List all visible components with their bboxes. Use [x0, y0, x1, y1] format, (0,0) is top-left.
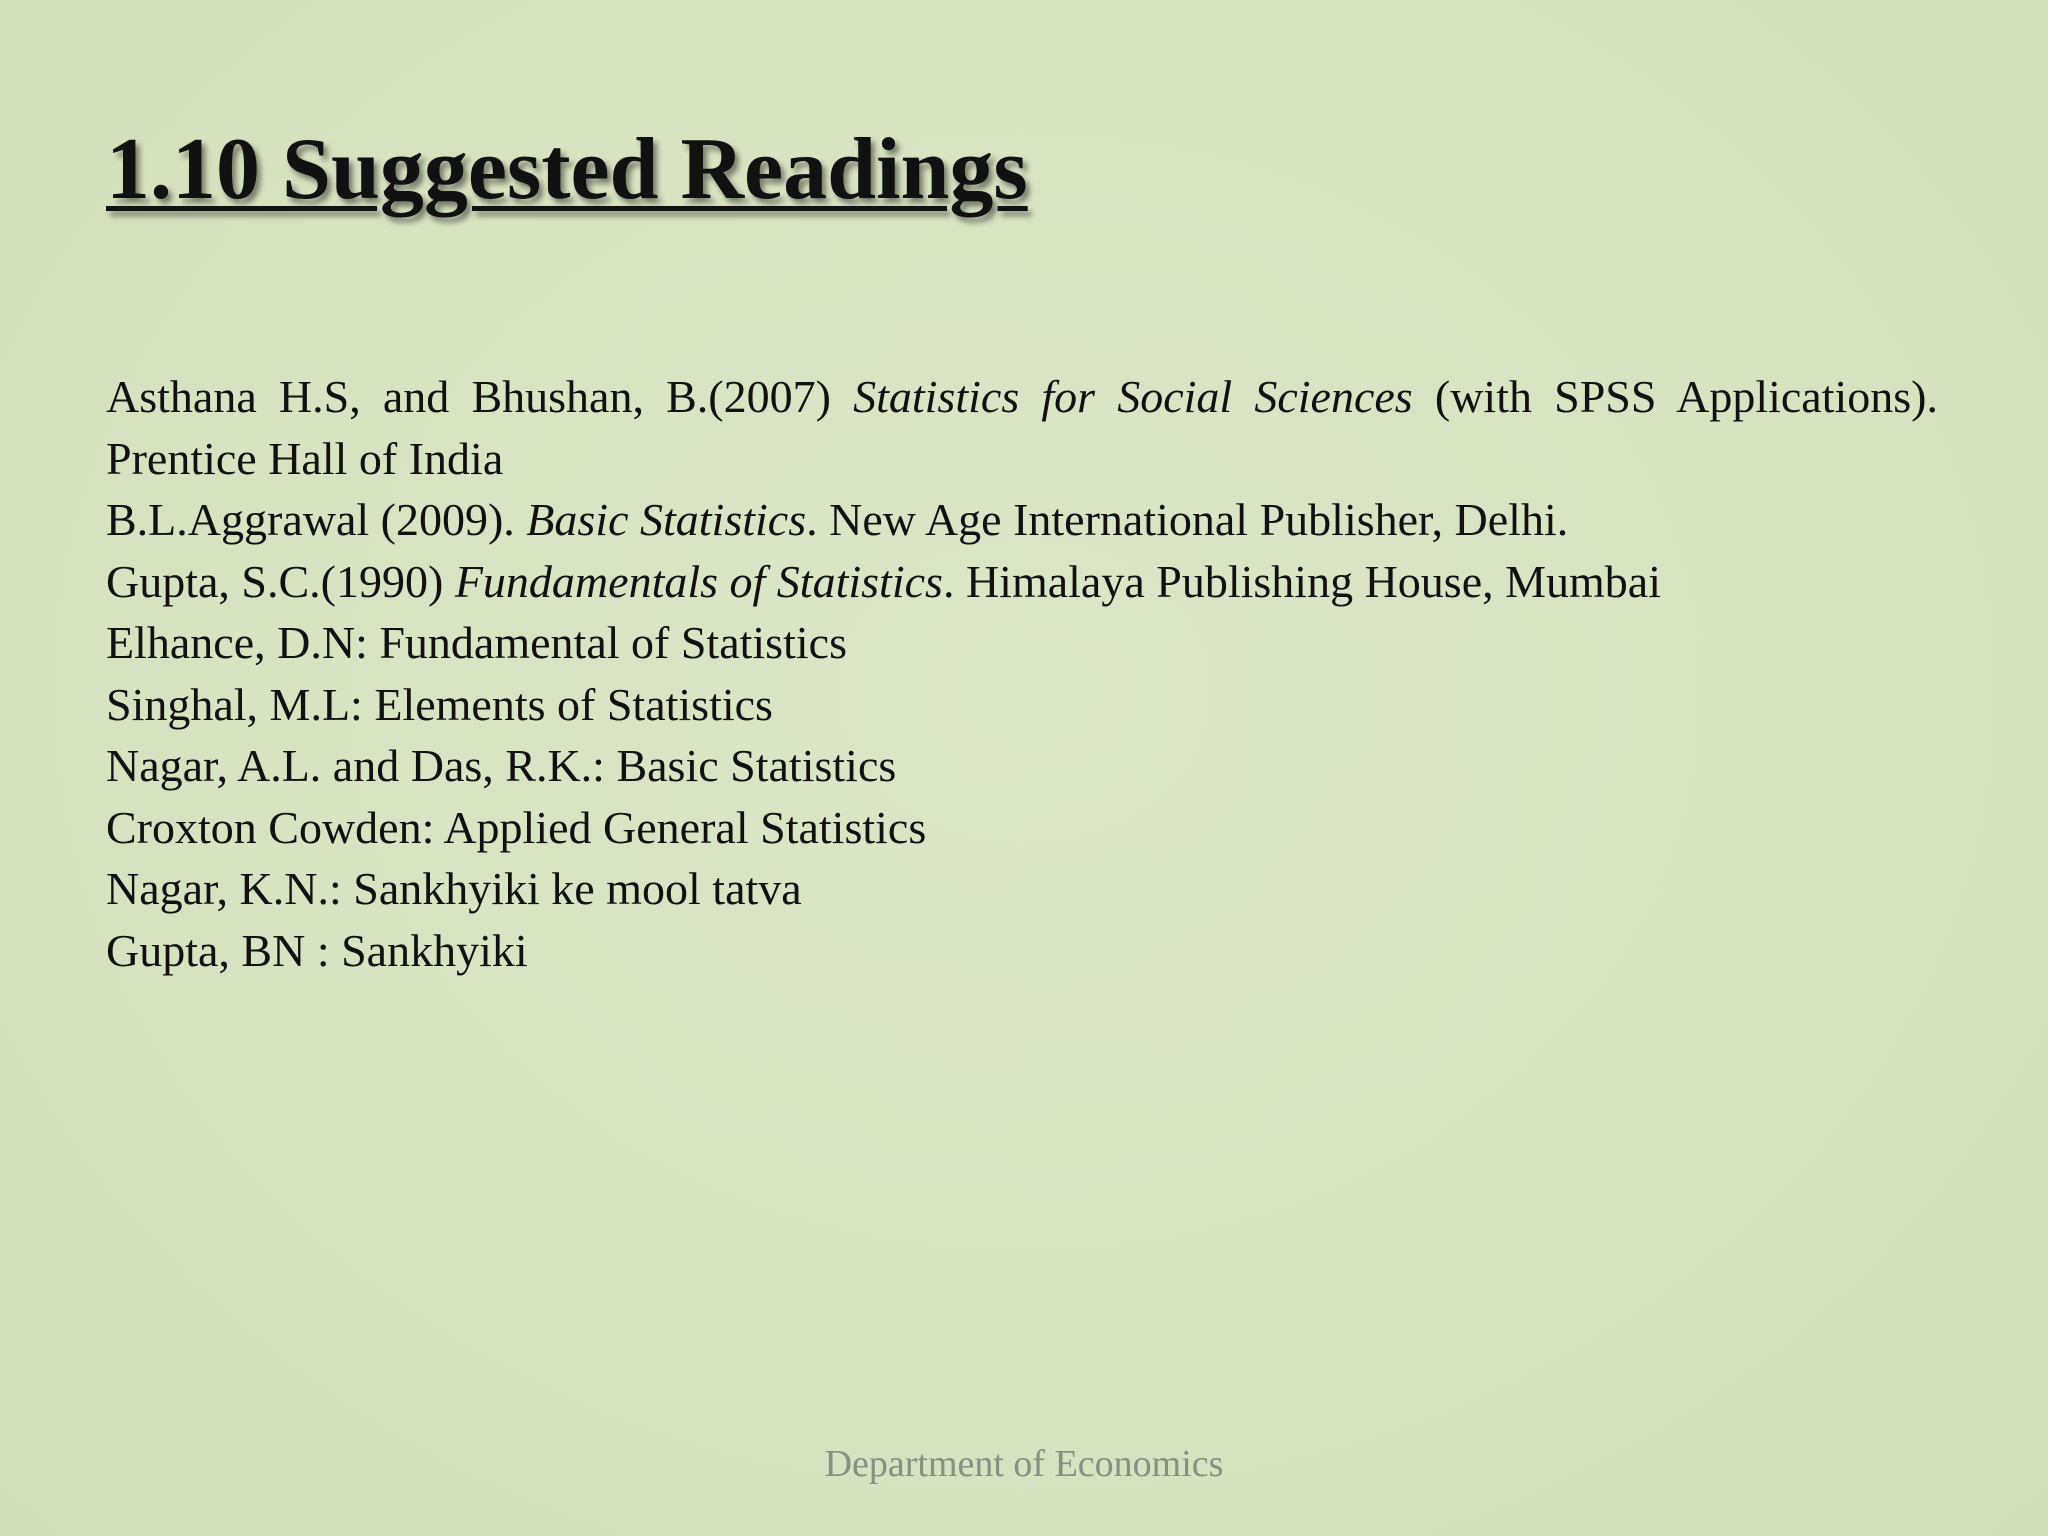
- reference-item: Singhal, M.L: Elements of Statistics: [106, 678, 773, 730]
- reference-publisher: . Himalaya Publishing House, Mumbai: [942, 555, 1661, 607]
- reference-item: [106, 366, 1938, 489]
- slide-footer: Department of Economics: [824, 1443, 1224, 1485]
- reference-publisher: (with SPSS Applications). Prentice Hall of India: [106, 371, 1938, 484]
- reference-item: Croxton Cowden: Applied General Statistics: [106, 801, 927, 853]
- reference-item: Elhance, D.N: Fundamental of Statistics: [106, 617, 847, 668]
- reference-item: [106, 551, 1938, 613]
- reference-book-title: Fundamentals of Statistics: [454, 555, 943, 607]
- reference-item: Gupta, BN : Sankhyiki: [106, 924, 528, 976]
- reference-authors: Gupta, S.C.(1990): [106, 555, 455, 607]
- reference-item: Nagar, K.N.: Sankhyiki ke mool tatva: [106, 863, 802, 914]
- reference-book-title: Statistics for Social Sciences: [853, 371, 1413, 422]
- reference-item: Nagar, A.L. and Das, R.K.: Basic Statistics: [106, 740, 897, 791]
- reference-item: [106, 489, 1938, 551]
- slide-title: 1.10 Suggested Readings: [106, 121, 1028, 218]
- reference-publisher: . New Age International Publisher, Delhi.: [806, 494, 1569, 545]
- reference-list: [106, 366, 1938, 981]
- reference-authors: B.L.Aggrawal (2009).: [106, 494, 527, 545]
- reference-authors: Asthana H.S, and Bhushan, B.(2007): [106, 371, 854, 422]
- reference-book-title: Basic Statistics: [526, 494, 807, 545]
